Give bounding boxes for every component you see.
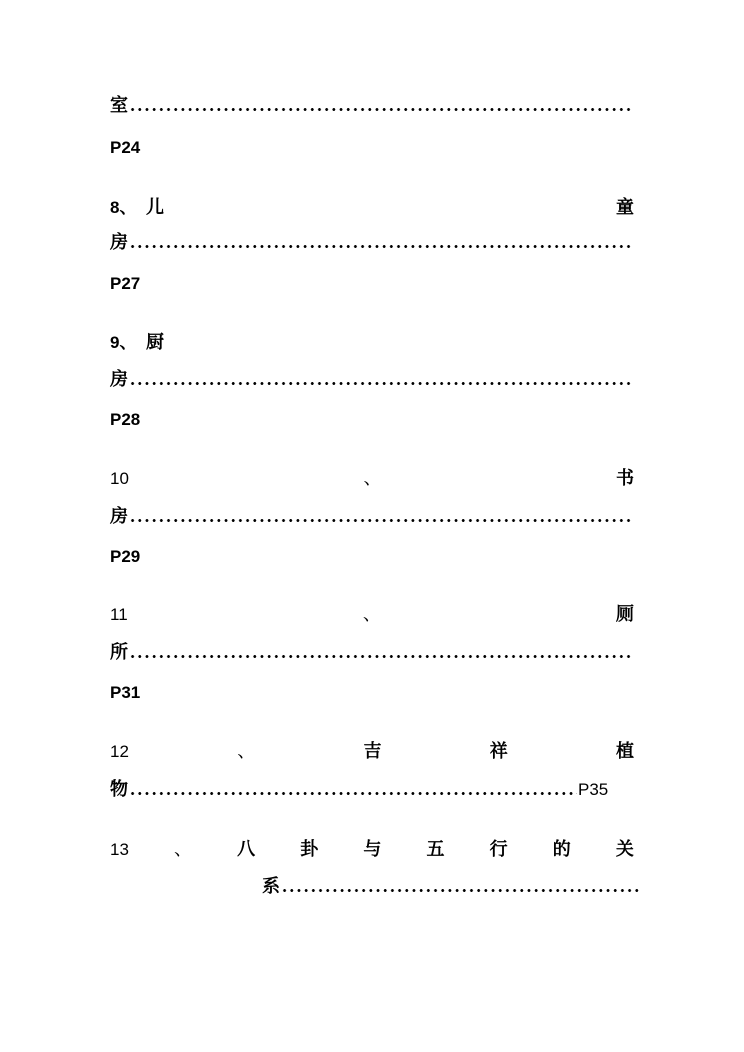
toc-heading-part: 五	[426, 839, 445, 860]
toc-heading-part: 祥	[489, 741, 508, 762]
toc-heading-part: 儿	[146, 197, 164, 218]
dot-leader	[129, 792, 577, 795]
toc-lead-char: 物	[110, 779, 128, 800]
toc-heading-part: 、	[363, 468, 382, 489]
toc-heading-12	[110, 738, 634, 766]
toc-leader-line	[110, 776, 634, 804]
toc-leader-line	[110, 229, 634, 257]
toc-heading-13	[110, 836, 634, 864]
toc-page-number: P28	[110, 410, 141, 429]
toc-page-number: P35	[578, 780, 609, 799]
toc-heading-part: 9、	[110, 333, 137, 352]
toc-heading-part: 8、	[110, 198, 137, 217]
toc-heading-part: 13	[110, 840, 129, 859]
toc-heading-part: 11	[110, 605, 128, 624]
dot-leader	[129, 245, 634, 248]
toc-heading-part: 12	[110, 742, 129, 761]
toc-lead-char: 室	[110, 95, 128, 116]
toc-page-number: P24	[110, 138, 141, 157]
toc-heading-part: 关	[615, 839, 634, 860]
dot-leader	[281, 889, 639, 892]
toc-leader-line	[110, 92, 634, 120]
toc-heading-part: 、	[237, 741, 256, 762]
dot-leader	[129, 655, 634, 658]
toc-heading-part: 厕	[616, 604, 634, 625]
toc-leader-line	[110, 503, 634, 531]
toc-heading-part: 厨	[146, 332, 164, 353]
toc-heading-11	[110, 601, 634, 629]
toc-lead-char: 所	[110, 642, 128, 663]
toc-heading-part: 植	[615, 741, 634, 762]
toc-lead-char: 系	[262, 876, 280, 897]
toc-heading-part: 吉	[363, 741, 382, 762]
toc-heading-part: 八	[237, 839, 256, 860]
toc-heading-part: 书	[615, 468, 634, 489]
toc-lead-char: 房	[110, 506, 128, 527]
toc-heading-part: 、	[174, 839, 193, 860]
toc-heading-part: 的	[552, 839, 571, 860]
toc-page-number: P29	[110, 547, 141, 566]
toc-heading-part: 与	[363, 839, 382, 860]
dot-leader	[129, 108, 634, 111]
dot-leader	[129, 382, 634, 385]
toc-leader-line	[110, 366, 634, 394]
toc-heading-10	[110, 465, 634, 493]
toc-heading-part: 、	[362, 604, 381, 625]
toc-heading-9	[110, 329, 634, 357]
dot-leader	[129, 519, 634, 522]
toc-heading-part: 行	[489, 839, 508, 860]
toc-page-number: P27	[110, 274, 141, 293]
toc-heading-part: 卦	[300, 839, 319, 860]
toc-page-number: P31	[110, 683, 141, 702]
toc-lead-char: 房	[110, 232, 128, 253]
toc-leader-line	[262, 873, 639, 901]
toc-heading-8	[110, 194, 634, 222]
toc-leader-line	[110, 639, 634, 667]
toc-lead-char: 房	[110, 369, 128, 390]
toc-heading-part: 10	[110, 469, 129, 488]
toc-heading-part: 童	[616, 197, 634, 218]
